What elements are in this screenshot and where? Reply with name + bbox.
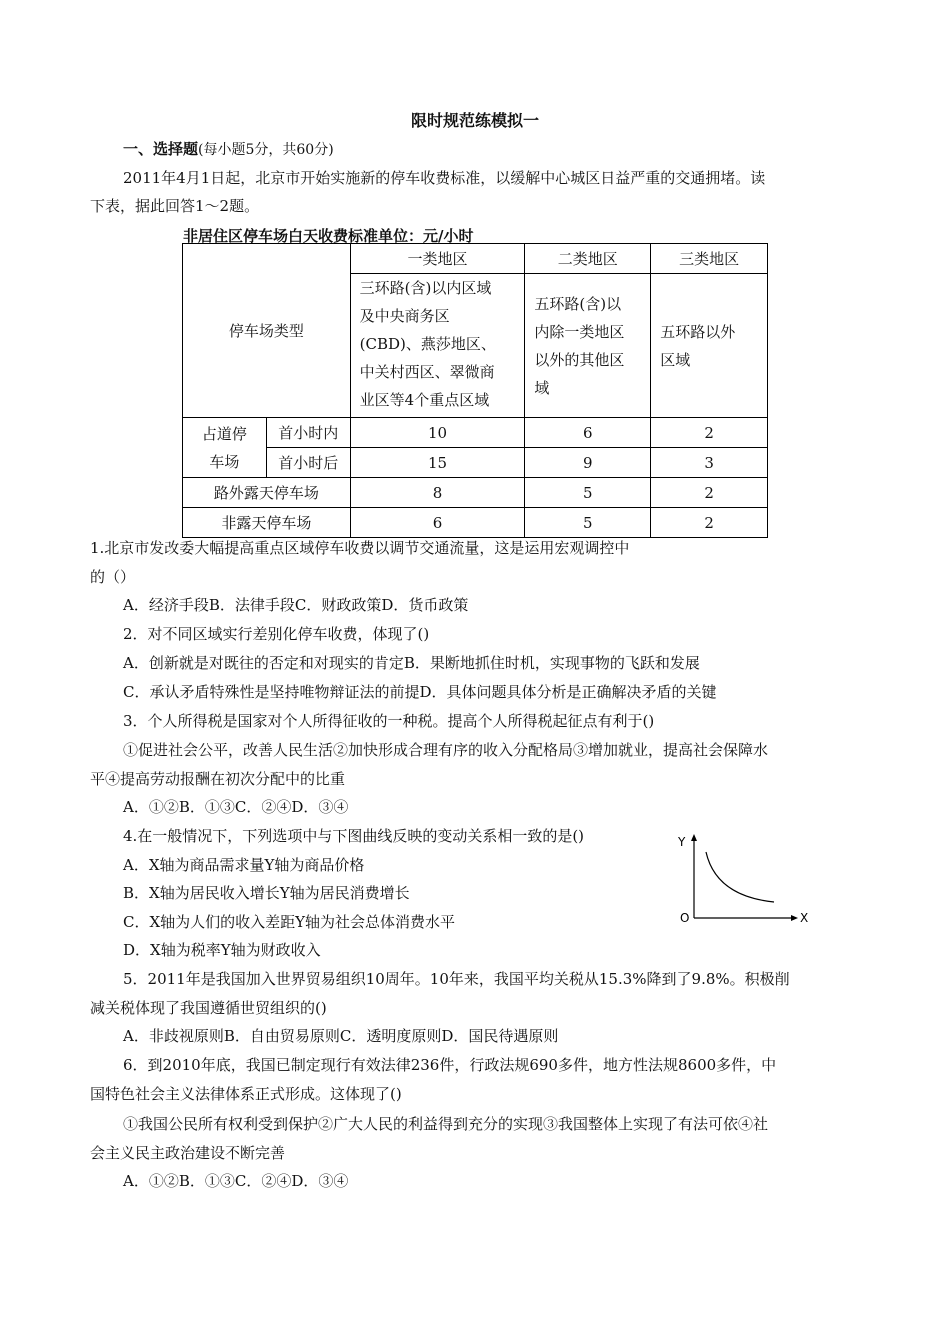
section-label: 一、选择题 <box>123 140 199 158</box>
area-1-desc-line: 三环路(含)以内区域 <box>359 279 492 297</box>
cell-value: 2 <box>651 478 768 508</box>
header-parking-type: 停车场类型 <box>183 244 351 418</box>
area-1-desc-line: 业区等4个重点区域 <box>359 391 490 409</box>
question-line: 减关税体现了我国遵循世贸组织的() <box>90 999 327 1017</box>
x-axis-label: X <box>800 911 809 925</box>
cell-value: 15 <box>350 448 525 478</box>
cell-value: 6 <box>525 418 651 448</box>
question-line: A．非歧视原则B．自由贸易原则C．透明度原则D．国民待遇原则 <box>123 1027 559 1045</box>
area-2-desc-line: 五环路(含)以 <box>534 294 622 313</box>
question-line: C．承认矛盾特殊性是坚持唯物辩证法的前提D．具体问题具体分析是正确解决矛盾的关键 <box>123 683 717 701</box>
row-label: 首小时后 <box>266 448 350 478</box>
cell-value: 5 <box>525 508 651 538</box>
question-line: 4.在一般情况下，下列选项中与下图曲线反映的变动关系相一致的是() <box>123 827 585 845</box>
area-2-desc-line: 域 <box>534 378 550 397</box>
intro-line-2: 下表，据此回答1～2题。 <box>90 197 260 215</box>
header-area-2: 二类地区 <box>525 244 651 274</box>
page-title: 限时规范练模拟一 <box>410 111 539 130</box>
section-heading <box>123 139 334 160</box>
y-axis-label: Y <box>678 835 686 849</box>
question-line: A．①②B．①③C．②④D．③④ <box>123 1172 349 1190</box>
question-line: A．X轴为商品需求量Y轴为商品价格 <box>123 856 365 874</box>
area-1-desc-line: 中关村西区、翠微商 <box>359 363 495 381</box>
table-row <box>183 448 768 478</box>
table-caption: 非居住区停车场白天收费标准单位：元/小时 <box>183 227 474 245</box>
row-label: 路外露天停车场 <box>183 478 351 508</box>
parking-fee-table <box>182 243 768 538</box>
cell-value: 10 <box>350 418 525 448</box>
area-1-desc <box>350 274 525 418</box>
origin-label: O <box>680 911 690 925</box>
question-line: 的（） <box>90 568 136 586</box>
onroad-label-line: 占道停 <box>201 424 247 443</box>
onroad-label <box>183 418 267 478</box>
inverse-curve <box>706 852 774 902</box>
question-line: 国特色社会主义法律体系正式形成。这体现了() <box>90 1085 402 1103</box>
row-label: 首小时内 <box>266 418 350 448</box>
area-2-desc <box>525 274 651 418</box>
question-line: ①促进社会公平，改善人民生活②加快形成合理有序的收入分配格局③增加就业，提高社会保障水 <box>123 741 769 759</box>
cell-value: 3 <box>651 448 768 478</box>
cell-value: 6 <box>350 508 525 538</box>
area-2-desc-line: 以外的其他区 <box>534 350 625 369</box>
question-line: 平④提高劳动报酬在初次分配中的比重 <box>90 770 346 788</box>
question-line: 6．到2010年底，我国已制定现行有效法律236件，行政法规690多件，地方性法规8600多件，中 <box>123 1056 777 1074</box>
y-axis-arrow <box>691 834 697 841</box>
area-3-desc-line: 五环路以外 <box>660 322 736 341</box>
area-3-desc-line: 区域 <box>660 350 691 369</box>
row-label: 非露天停车场 <box>183 508 351 538</box>
cell-value: 2 <box>651 508 768 538</box>
curve-graph <box>676 830 816 930</box>
cell-value: 2 <box>651 418 768 448</box>
area-3-desc <box>651 274 768 418</box>
question-line: 5．2011年是我国加入世界贸易组织10周年。10年来，我国平均关税从15.3%降到了9.8%。积极削 <box>123 970 790 988</box>
section-note: (每小题5分，共60分) <box>198 142 334 158</box>
table-row <box>183 508 768 538</box>
cell-value: 8 <box>350 478 525 508</box>
cell-value: 5 <box>525 478 651 508</box>
x-axis-arrow <box>791 915 798 921</box>
onroad-label-line: 车场 <box>209 452 240 471</box>
area-1-desc-line: (CBD)、燕莎地区、 <box>359 335 496 353</box>
question-line: 3．个人所得税是国家对个人所得征收的一种税。提高个人所得税起征点有利于() <box>123 712 655 730</box>
question-line: 1.北京市发改委大幅提高重点区域停车收费以调节交通流量，这是运用宏观调控中 <box>90 539 630 557</box>
intro-line-1: 2011年4月1日起，北京市开始实施新的停车收费标准，以缓解中心城区日益严重的交通拥堵。读 <box>123 169 766 187</box>
question-line: D．X轴为税率Y轴为财政收入 <box>123 941 321 959</box>
area-1-desc-line: 及中央商务区 <box>359 307 450 325</box>
question-line: A．经济手段B．法律手段C．财政政策D．货币政策 <box>123 596 469 614</box>
header-area-3: 三类地区 <box>651 244 768 274</box>
area-2-desc-line: 内除一类地区 <box>534 322 625 341</box>
question-line: A．①②B．①③C．②④D．③④ <box>123 798 349 816</box>
question-line: B．X轴为居民收入增长Y轴为居民消费增长 <box>123 884 410 902</box>
question-line: A．创新就是对既往的否定和对现实的肯定B．果断地抓住时机，实现事物的飞跃和发展 <box>123 654 700 672</box>
question-line: C．X轴为人们的收入差距Y轴为社会总体消费水平 <box>123 913 456 931</box>
question-line: 会主义民主政治建设不断完善 <box>90 1144 286 1162</box>
question-line: 2．对不同区域实行差别化停车收费，体现了() <box>123 625 430 643</box>
table-row <box>183 418 768 448</box>
cell-value: 9 <box>525 448 651 478</box>
header-area-1: 一类地区 <box>350 244 525 274</box>
question-line: ①我国公民所有权利受到保护②广大人民的利益得到充分的实现③我国整体上实现了有法可依④社 <box>123 1115 769 1133</box>
table-row <box>183 478 768 508</box>
